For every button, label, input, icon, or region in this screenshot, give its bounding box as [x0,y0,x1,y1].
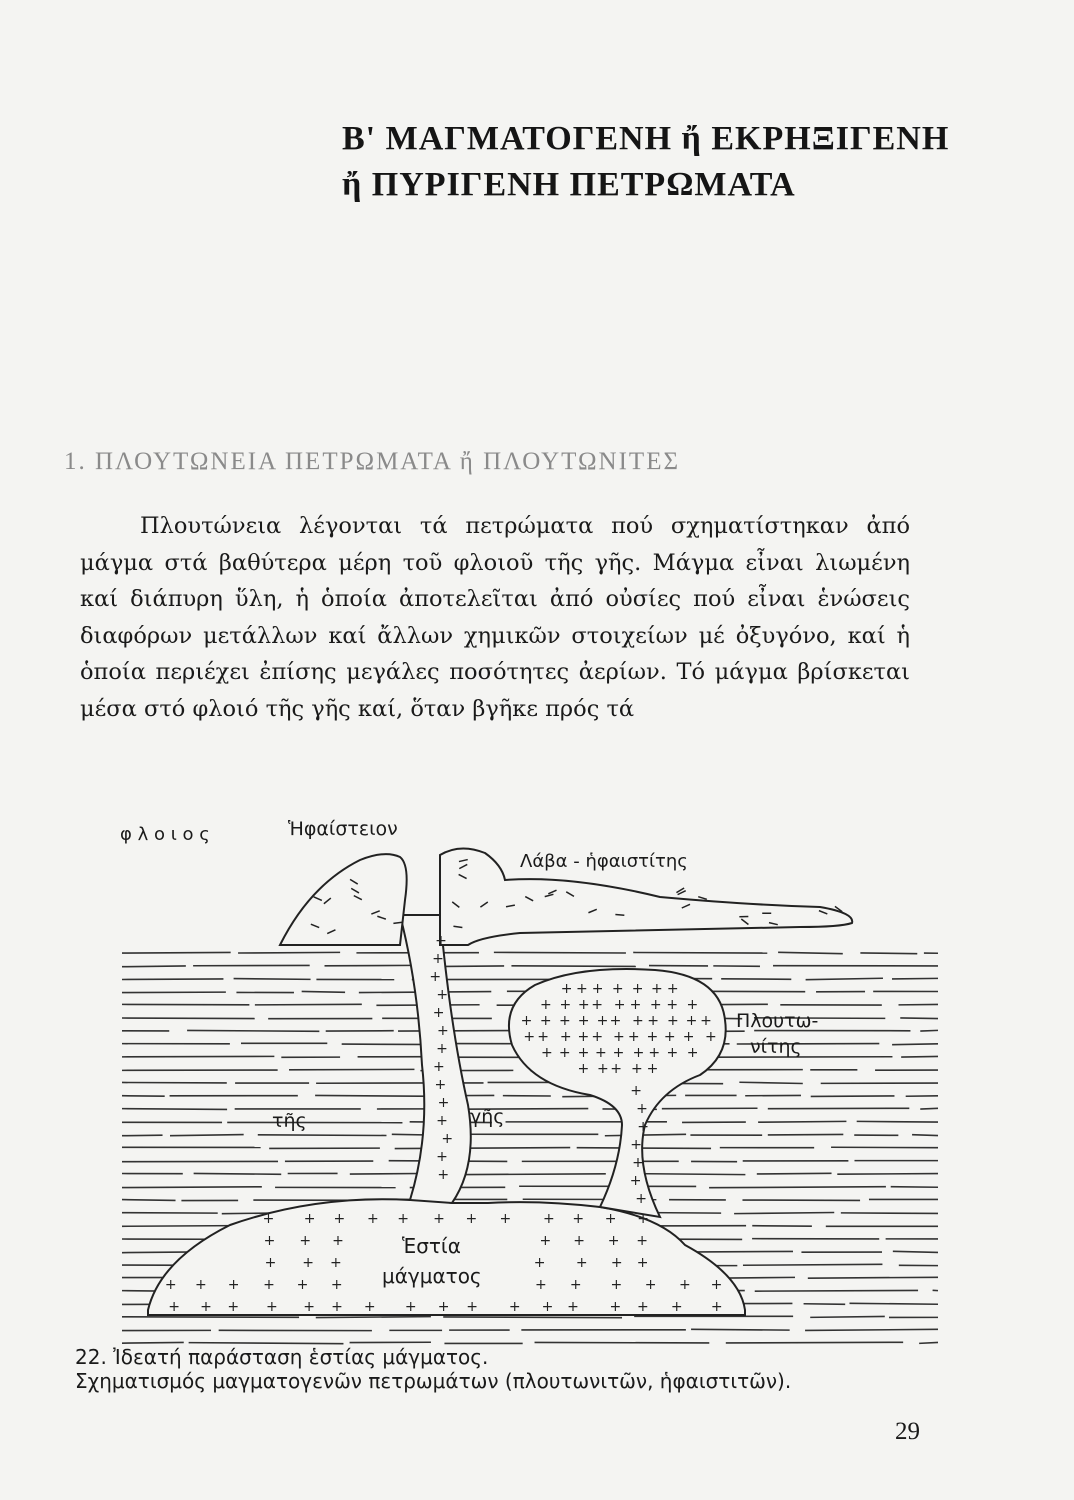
plus-mark: + [610,1061,623,1077]
stratum-line [755,1290,918,1291]
plus-mark: + [576,981,588,997]
plus-mark: + [577,1045,590,1061]
plus-mark: + [679,1277,691,1293]
plus-mark: + [263,1277,275,1293]
plus-mark: + [596,1013,609,1029]
plus-mark: + [194,1277,207,1293]
plus-mark: + [432,951,444,967]
plus-mark: + [612,1045,625,1061]
plus-mark: + [631,1061,643,1077]
stratum-line [804,1304,846,1305]
plus-mark: + [539,1233,552,1249]
label-floios: φ λ ο ι ο ς [120,824,210,845]
stratum-line [757,1173,832,1174]
plus-mark: + [437,1095,450,1111]
stratum-line [302,991,345,992]
stratum-line [122,1200,176,1201]
label-volcano: Ἡφαίστειον [288,818,398,840]
plus-mark: + [539,1013,552,1029]
plus-mark: + [560,981,573,997]
plus-mark: + [404,1299,417,1315]
plus-mark: + [263,1233,276,1249]
stratum-line [709,1187,886,1188]
stratum-line [900,1018,938,1019]
plus-mark: + [575,1255,588,1271]
plus-mark: + [265,1299,278,1315]
stratum-line [893,1251,938,1252]
plus-mark: + [558,1013,571,1029]
body-text [80,508,910,727]
plus-mark: + [632,1045,645,1061]
plus-mark: + [436,1041,448,1057]
stratum-line [691,1329,790,1330]
plus-mark: + [436,1149,448,1165]
stratum-line [734,1213,834,1214]
plus-mark: + [636,1233,648,1249]
plus-mark: + [537,1029,549,1045]
plus-mark: + [636,1299,649,1315]
stratum-line [752,1226,812,1227]
hatch-dash [615,915,624,916]
plus-mark: + [330,1277,343,1293]
label-magmatos: μάγματος [382,1264,482,1288]
stratum-line [810,1316,885,1317]
stratum-line [443,1317,622,1318]
plus-mark: + [331,1299,343,1315]
stratum-line [758,1121,846,1122]
plus-mark: + [535,1277,547,1293]
figure-magma-diagram [100,805,980,1345]
plus-mark: + [437,1167,450,1183]
plus-mark: + [559,997,572,1013]
stratum-line [768,1134,843,1135]
plus-mark: + [647,1013,659,1029]
plus-mark: + [299,1233,312,1249]
plus-mark: + [559,1029,572,1045]
stratum-line [122,1317,299,1318]
plus-mark: + [629,1173,642,1189]
plus-mark: + [432,1005,445,1021]
stratum-line [920,1108,938,1109]
plus-mark: + [367,1211,379,1227]
plus-mark: + [631,1013,644,1029]
plus-mark: + [573,1233,585,1249]
plus-mark: + [435,933,447,949]
plus-mark: + [541,1045,553,1061]
plus-mark: + [637,1211,649,1227]
body-paragraph: Πλουτώνεια λέγονται τά πετρώματα πού σχηματίστηκαν ἀπό μάγμα στά βαθύτερα μέρη τοῦ φλοιοῦ τῆς γῆς. Μάγμα εἶναι λιωμένη καί διάπυρη ὕλη, ἡ ὁποία ἀποτελεῖται ἀπό οὐσίες πού εἶναι ἑνώσεις διαφόρων μετάλλων καί ἄλλων χημικῶν στοιχείων μέ ὀξυγόνο, καί ἡ ὁποία περιέχει ἐπίσης μεγάλες ποσότητες ἀερίων. Τό μάγμα βρίσκεται μέσα στό φλοιό τῆς γῆς καί, ὅταν βγῆκε πρός τά [80,513,910,722]
plus-mark: + [262,1211,275,1227]
plus-mark: + [227,1299,240,1315]
plus-mark: + [302,1255,315,1271]
stratum-line [170,1135,244,1136]
stratum-line [258,1135,387,1136]
plus-mark: + [646,1029,659,1045]
plus-mark: + [700,1013,712,1029]
stratum-line [892,978,938,979]
label-lava: Λάβα - ἡφαιστίτης [520,851,688,872]
plus-mark: + [542,1211,555,1227]
stratum-line [122,952,231,953]
plus-mark: + [591,1029,604,1045]
stratum-line [448,1174,606,1175]
stratum-line [841,1213,938,1214]
plus-mark: + [630,1083,642,1099]
plus-mark: + [577,997,590,1013]
plus-mark: + [332,1233,344,1249]
stratum-line [901,1056,938,1057]
plus-mark: + [437,1299,450,1315]
plus-mark: + [433,1211,445,1227]
stratum-line [912,1135,938,1136]
plus-mark: + [164,1277,177,1293]
plus-mark: + [627,1029,640,1045]
plus-mark: + [666,997,679,1013]
plus-mark: + [663,1029,676,1045]
stratum-line [857,1121,938,1122]
plus-mark: + [636,1255,649,1271]
stratum-line [122,979,223,980]
stratum-line [920,1030,938,1031]
label-pluton-line-2: νίτης [750,1036,802,1058]
plus-mark: + [596,1061,609,1077]
plus-mark: + [685,1013,698,1029]
stratum-line [805,1329,938,1330]
plus-mark: + [397,1211,409,1227]
plus-mark: + [591,981,604,997]
plus-mark: + [646,1061,659,1077]
plus-mark: + [610,1277,623,1293]
plus-mark: + [168,1299,181,1315]
plus-mark: + [612,1029,625,1045]
stratum-line [238,952,340,953]
plus-mark: + [264,1255,277,1271]
stratum-line [849,1303,938,1304]
plus-mark: + [630,1137,642,1153]
plus-mark: + [632,1155,644,1171]
stratum-line [726,1342,903,1343]
plus-mark: + [635,1191,647,1207]
stratum-line [122,1135,163,1136]
magma-diagram-drawing [100,805,980,1345]
hatch-dash [698,897,707,900]
stratum-line [860,953,917,954]
plus-mark: + [649,997,662,1013]
plus-mark: + [429,969,442,985]
stratum-line [189,1343,344,1344]
plus-mark: + [666,1013,679,1029]
section-title: 1. ΠΛΟΥΤΩΝΕΙΑ ΠΕΤΡΩΜΑΤΑ ἤ ΠΛΟΥΤΩΝΙΤΕΣ [64,448,681,475]
label-pluton-line-1: Πλουτω- [736,1010,819,1032]
plus-mark: + [610,1255,623,1271]
label-tis: τῆς [272,1110,307,1132]
plus-mark: + [686,1045,699,1061]
plus-mark: + [637,1119,650,1135]
chapter-heading-line-1: Β' ΜΑΓΜΑΤΟΓΕΝΗ ἤ ΕΚΡΗΞΙΓΕΝΗ [342,120,950,157]
plus-mark: + [363,1299,376,1315]
plus-mark: + [541,1299,554,1315]
stratum-line [577,1148,711,1149]
plus-mark: + [533,1255,546,1271]
plus-mark: + [436,1023,449,1039]
chapter-heading [342,116,962,208]
page-number: 29 [895,1418,920,1445]
stratum-line [892,1044,938,1045]
stratum-line [811,1096,895,1097]
caption-line-1: 22. Ἰδεατή παράσταση ἑστίας μάγματος. [75,1345,489,1369]
label-gis: γῆς [470,1106,505,1128]
plus-mark: + [465,1211,478,1227]
plus-mark: + [303,1211,316,1227]
plus-mark: + [650,981,663,997]
stratum-line [122,1187,262,1188]
stratum-line [919,1342,938,1343]
stratum-line [511,966,635,967]
volcano-cone-left [280,854,407,945]
stratum-line [187,1030,319,1031]
stratum-line [255,1004,362,1005]
plus-mark: + [303,1299,316,1315]
plus-mark: + [604,1211,617,1227]
plus-mark: + [666,981,679,997]
stratum-line [122,1342,184,1343]
stratum-line [739,1082,802,1083]
plus-mark: + [644,1277,657,1293]
plus-mark: + [572,1211,585,1227]
plus-mark: + [577,1029,590,1045]
plus-mark: + [432,1059,445,1075]
plus-mark: + [523,1029,536,1045]
plus-mark: + [567,1299,579,1315]
stratum-line [494,952,626,953]
plus-mark: + [540,997,552,1013]
plus-mark: + [508,1299,521,1315]
stratum-line [316,1317,431,1318]
plus-mark: + [613,997,626,1013]
figure-caption [75,1345,955,1393]
stratum-line [122,1018,255,1019]
plus-mark: + [577,1061,590,1077]
stratum-line [122,966,186,967]
stratum-line [743,1264,882,1265]
caption-line-2: Σχηματισμός μαγματογενῶν πετρωμάτων (πλουτωνιτῶν, ἡφαιστιτῶν). [75,1369,792,1393]
stratum-line [122,1109,227,1110]
plus-mark: + [466,1299,478,1315]
stratum-line [315,1095,438,1096]
plus-mark: + [611,981,624,997]
stratum-line [194,1173,282,1174]
plus-mark: + [705,1029,717,1045]
plus-mark: + [329,1255,342,1271]
plus-mark: + [591,997,603,1013]
plus-mark: + [666,1045,679,1061]
stratum-line [234,979,311,980]
plus-mark: + [629,997,642,1013]
plus-mark: + [434,1077,447,1093]
plus-mark: + [710,1277,723,1293]
plus-mark: + [670,1299,683,1315]
stratum-line [837,1174,938,1175]
stratum-line [806,978,883,979]
plus-mark: + [436,987,449,1003]
plus-mark: + [631,981,644,997]
plus-mark: + [682,1029,695,1045]
plus-mark: + [558,1045,571,1061]
plus-mark: + [607,1233,620,1249]
stratum-line [891,1187,938,1188]
plus-mark: + [710,1299,723,1315]
stratum-line [633,952,767,953]
plus-mark: + [333,1211,346,1227]
plus-mark: + [227,1277,240,1293]
plus-mark: + [686,997,699,1013]
chapter-heading-line-2: ἤ ΠΥΡΙΓΕΝΗ ΠΕΤΡΩΜΑΤΑ [342,166,796,203]
plus-mark: + [200,1299,212,1315]
plus-mark: + [636,1101,648,1117]
plus-mark: + [296,1277,309,1293]
label-estia: Ἑστία [402,1234,461,1258]
plus-mark: + [577,1013,590,1029]
plus-mark: + [569,1277,582,1293]
plus-mark: + [499,1211,512,1227]
plus-mark: + [520,1013,533,1029]
plus-mark: + [648,1045,661,1061]
stratum-line [535,1342,710,1343]
stratum-line [808,1277,938,1278]
stratum-line [778,952,843,953]
plus-mark: + [609,1299,622,1315]
plus-mark: + [595,1045,607,1061]
plus-mark: + [436,1113,448,1129]
plus-mark: + [441,1131,454,1147]
plus-mark: + [609,1013,622,1029]
